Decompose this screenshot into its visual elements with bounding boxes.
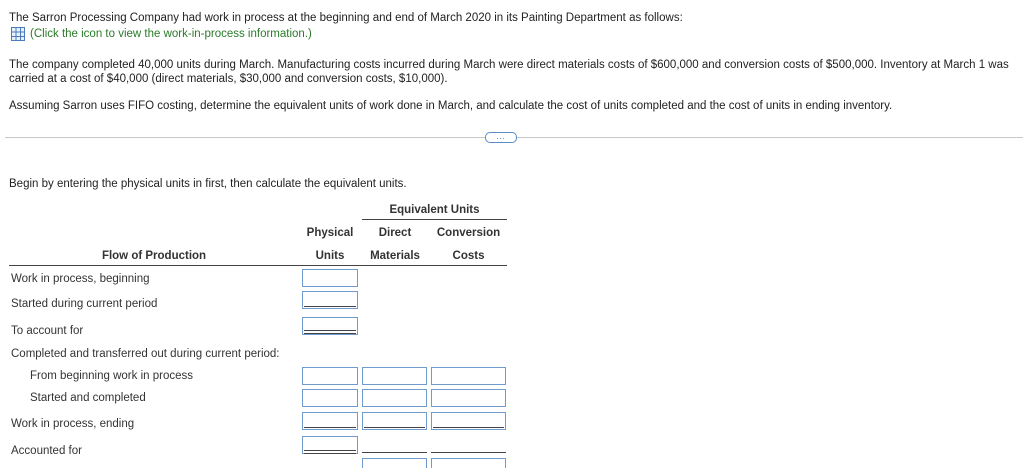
dm-wip-ending-rule — [364, 427, 425, 428]
equivalent-units-header: Equivalent Units — [389, 204, 480, 216]
row-label-started-completed: Started and completed — [30, 392, 146, 404]
conversion-costs-header-2: Costs — [452, 250, 485, 262]
instruction-text: Begin by entering the physical units in first, then calculate the equivalent units. — [9, 178, 407, 190]
wip-info-link[interactable] — [11, 27, 312, 41]
physical-from-beginning-input[interactable] — [302, 367, 358, 385]
physical-header-1: Physical — [306, 227, 354, 239]
row-label-from-beginning: From beginning work in process — [30, 370, 193, 382]
conversion-costs-header-1: Conversion — [436, 227, 501, 239]
flow-of-production-header: Flow of Production — [101, 250, 207, 262]
equivalent-units-rule — [362, 219, 507, 220]
table-grid-icon[interactable] — [11, 27, 25, 41]
physical-started-completed-input[interactable] — [302, 389, 358, 407]
dm-total-input[interactable] — [362, 458, 427, 468]
cc-wip-ending-rule — [433, 427, 504, 428]
accounted-double-rule-2 — [304, 453, 356, 454]
row-label-accounted-for: Accounted for — [11, 445, 82, 457]
row-label-wip-beginning: Work in process, beginning — [11, 273, 150, 285]
physical-header-2: Units — [315, 250, 345, 262]
total-double-rule-2 — [304, 333, 356, 334]
row-label-wip-ending: Work in process, ending — [11, 418, 135, 430]
physical-accounted-for-input[interactable] — [302, 436, 358, 454]
intro-line-1: The Sarron Processing Company had work in process at the beginning and end of March 2020 in its Painting Department as follows: — [9, 12, 683, 24]
intro-line-3: Assuming Sarron uses FIFO costing, determine the equivalent units of work done in March, and calculate the cost of units completed and the cost of units in ending inventory. — [9, 100, 893, 112]
cc-total-rule — [431, 452, 506, 453]
direct-materials-header-2: Materials — [370, 250, 420, 262]
physical-wip-beginning-input[interactable] — [302, 269, 358, 287]
direct-materials-header-1: Direct — [378, 227, 412, 239]
dm-total-rule — [362, 452, 427, 453]
wip-info-link-text[interactable]: (Click the icon to view the work-in-process information.) — [30, 28, 312, 40]
cc-total-input[interactable] — [431, 458, 506, 468]
row-label-to-account-for: To account for — [11, 325, 84, 337]
accounted-double-rule-1 — [304, 450, 356, 451]
cc-from-beginning-input[interactable] — [431, 367, 506, 385]
intro-line-2: The company completed 40,000 units during March. Manufacturing costs incurred during March were direct materials costs of $600,000 and conversion costs of $500,000. Inventory at March 1 was carried at a cost of $40,000 (direct materials, $30,000 and conversion costs, $10,000). — [9, 59, 1009, 85]
expand-button[interactable]: … — [485, 132, 517, 143]
dm-started-completed-input[interactable] — [362, 389, 427, 407]
total-double-rule-1 — [304, 330, 356, 331]
header-bottom-rule — [9, 265, 507, 266]
row-label-started: Started during current period — [11, 298, 158, 310]
subtotal-rule — [304, 306, 356, 307]
row-label-completed-header: Completed and transferred out during current period: — [11, 348, 280, 360]
wip-ending-rule — [304, 427, 356, 428]
dm-from-beginning-input[interactable] — [362, 367, 427, 385]
cc-started-completed-input[interactable] — [431, 389, 506, 407]
